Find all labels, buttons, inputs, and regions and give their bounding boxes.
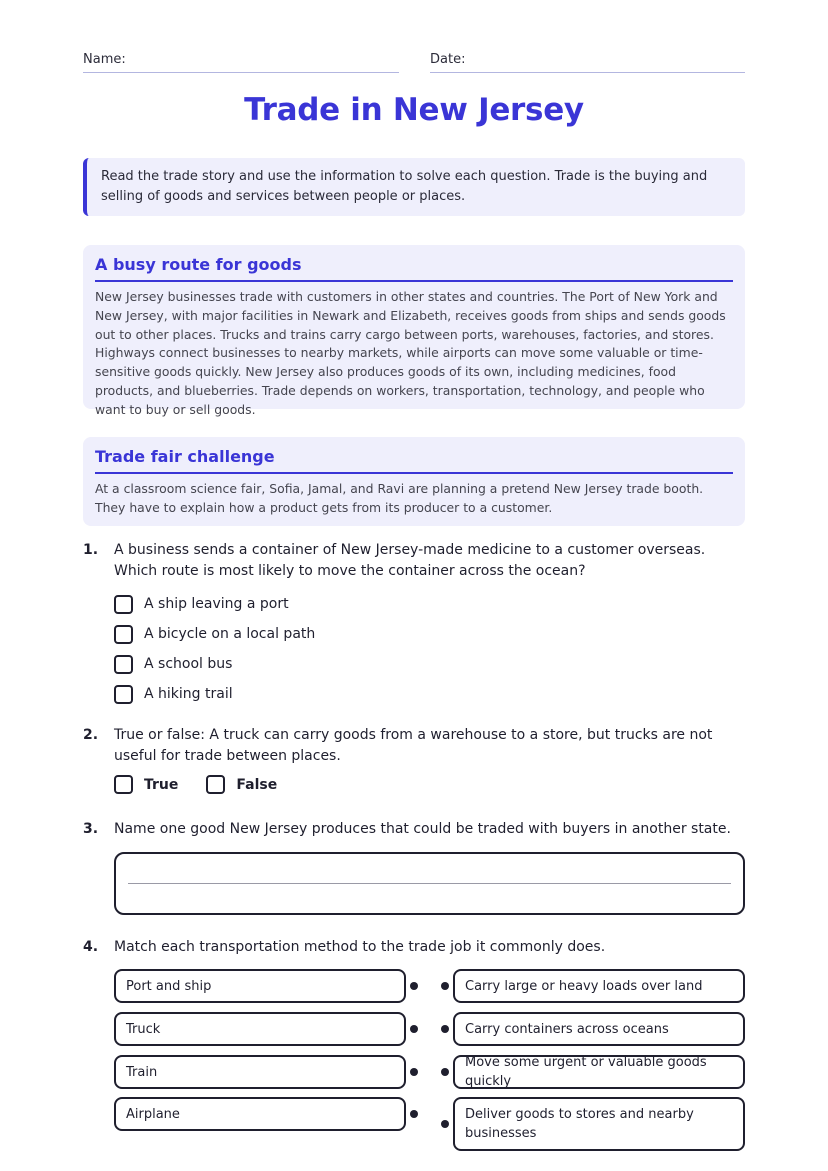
option-label: False — [236, 776, 278, 793]
true-option[interactable] — [114, 775, 178, 794]
question-text: Name one good New Jersey produces that could be traded with buyers in another state. — [114, 821, 731, 837]
intro-box: Read the trade story and use the information to solve each question. Trade is the buying and selling of goods and services between people or places. — [83, 158, 745, 216]
question-text: True or false: A truck can carry goods from a warehouse to a store, but trucks are not useful for trade between places. — [114, 727, 713, 764]
challenge-body: At a classroom science fair, Sofia, Jamal, and Ravi are planning a pretend New Jersey trade booth. They have to explain how a product gets from its producer to a customer. — [95, 481, 704, 515]
option-label: True — [144, 776, 179, 793]
story-heading: A busy route for goods — [95, 255, 733, 282]
match-left-item[interactable]: Airplane — [114, 1097, 406, 1131]
q1-option-b[interactable] — [114, 623, 315, 645]
option-label: A hiking trail — [144, 686, 233, 702]
checkbox[interactable] — [114, 625, 133, 644]
checkbox[interactable] — [114, 595, 133, 614]
q1-option-c[interactable] — [114, 653, 232, 675]
challenge-heading: Trade fair challenge — [95, 447, 733, 474]
question-text: Match each transportation method to the trade job it commonly does. — [114, 939, 606, 955]
q1-option-a[interactable] — [114, 593, 289, 615]
match-right-item[interactable]: Carry large or heavy loads over land — [453, 969, 745, 1003]
question-text: A business sends a container of New Jersey-made medicine to a customer overseas. Which route is most likely to move the container across the ocean? — [114, 542, 706, 579]
match-right-dot[interactable] — [441, 1025, 449, 1033]
option-label: A school bus — [144, 656, 233, 672]
match-right-dot[interactable] — [441, 1120, 449, 1128]
checkbox[interactable] — [114, 655, 133, 674]
name-label: Name: — [83, 52, 126, 67]
match-left-dot[interactable] — [410, 1025, 418, 1033]
checkbox[interactable] — [206, 775, 225, 794]
match-right-dot[interactable] — [441, 1068, 449, 1076]
match-left-dot[interactable] — [410, 1110, 418, 1118]
option-label: A bicycle on a local path — [144, 626, 316, 642]
true-false-options — [114, 775, 305, 794]
false-option[interactable] — [206, 775, 277, 794]
date-line — [430, 72, 745, 73]
match-right-item[interactable]: Deliver goods to stores and nearby businesses — [453, 1097, 745, 1151]
q1-option-d[interactable] — [114, 683, 233, 705]
question-number: 2. — [83, 727, 99, 743]
page-title: Trade in New Jersey — [244, 92, 584, 128]
question-number: 3. — [83, 821, 99, 837]
match-right-item[interactable]: Move some urgent or valuable goods quickly — [453, 1055, 745, 1089]
answer-line — [128, 883, 731, 884]
match-left-dot[interactable] — [410, 982, 418, 990]
question-number: 4. — [83, 939, 99, 955]
match-right-item[interactable]: Carry containers across oceans — [453, 1012, 745, 1046]
answer-box[interactable] — [114, 852, 745, 915]
match-right-dot[interactable] — [441, 982, 449, 990]
match-left-item[interactable]: Truck — [114, 1012, 406, 1046]
challenge-card — [83, 437, 745, 526]
date-field[interactable] — [430, 52, 745, 67]
match-left-item[interactable]: Port and ship — [114, 969, 406, 1003]
story-body: New Jersey businesses trade with customers in other states and countries. The Port of New York and New Jersey, with major facilities in Newark and Elizabeth, receives goods from ships and sends goods out to other places. Trucks and trains carry cargo between ports, warehouses, factories, and stores. Highways connect businesses to nearby markets, while airports can move some valuable or time-sensitive goods quickly. New Jersey also produces goods of its own, including medicines, food products, and blueberries. Trade depends on workers, transportation, technology, and people who want to buy or sell goods. — [95, 289, 726, 417]
match-left-dot[interactable] — [410, 1068, 418, 1076]
date-label: Date: — [430, 52, 466, 67]
option-label: A ship leaving a port — [144, 596, 289, 612]
checkbox[interactable] — [114, 685, 133, 704]
name-field[interactable] — [83, 52, 399, 67]
checkbox[interactable] — [114, 775, 133, 794]
match-left-item[interactable]: Train — [114, 1055, 406, 1089]
name-line — [83, 72, 399, 73]
question-number: 1. — [83, 542, 99, 558]
story-card — [83, 245, 745, 417]
